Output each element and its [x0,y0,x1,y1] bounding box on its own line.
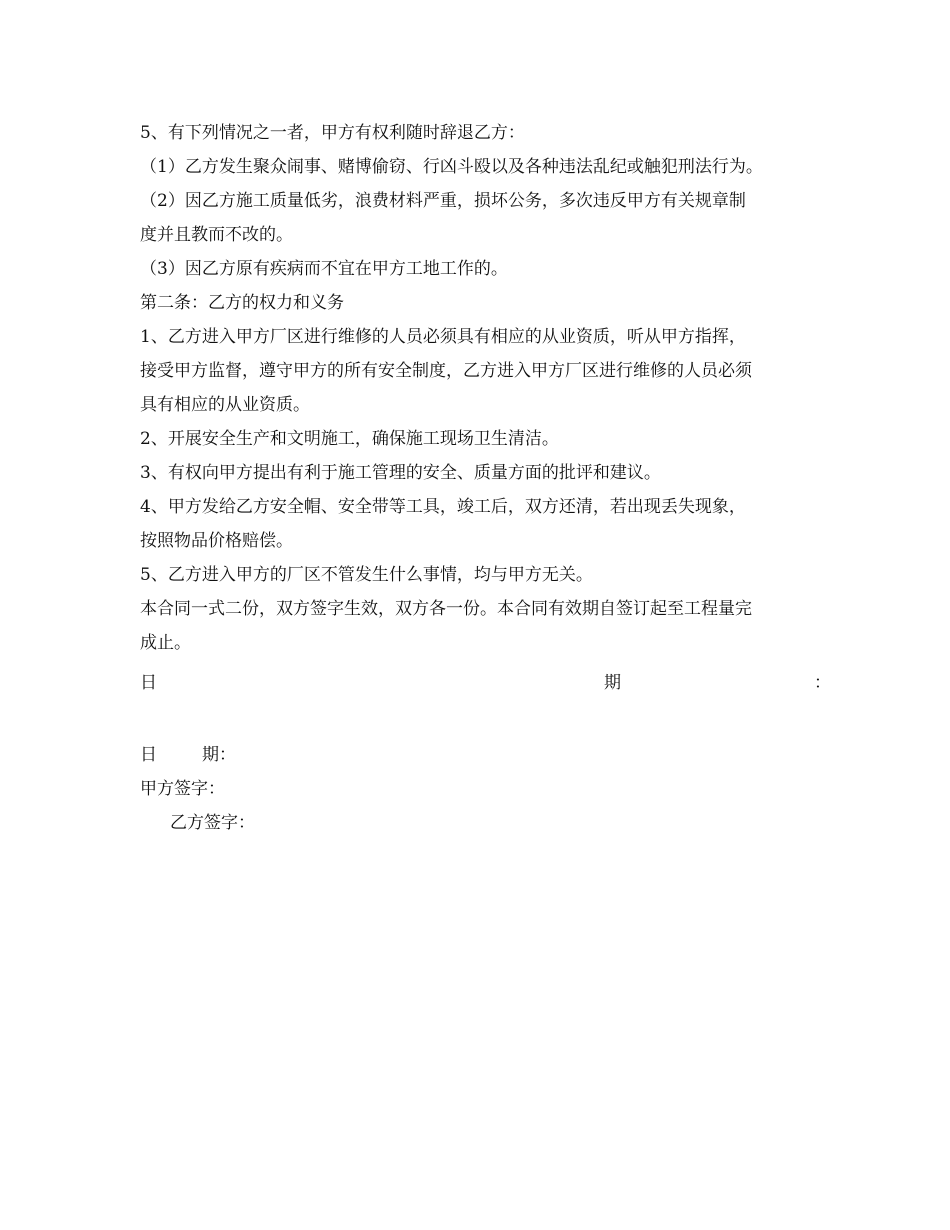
clause-line: 3、有权向甲方提出有利于施工管理的安全、质量方面的批评和建议。 [140,463,661,483]
clause-line: （1）乙方发生聚众闹事、赌博偷窃、行凶斗殴以及各种违法乱纪或触犯刑法行为。 [140,157,763,177]
date-colon: ： [814,673,831,693]
clause-line: 本合同一式二份，双方签字生效，双方各一份。本合同有效期自签订起至工程量完 [140,599,752,619]
date-label-part-b: 期： [202,745,236,765]
clause-line: 5、有下列情况之一者，甲方有权利随时辞退乙方： [140,123,525,143]
clause-line: 4、甲方发给乙方安全帽、安全带等工具，竣工后，双方还清，若出现丢失现象， [140,497,746,517]
clause-line: 接受甲方监督，遵守甲方的所有安全制度，乙方进入甲方厂区进行维修的人员必须 [140,361,752,381]
party-a-signature-label: 甲方签字： [140,779,225,799]
contract-body [140,116,820,660]
clause-line: （2）因乙方施工质量低劣，浪费材料严重，损坏公务，多次违反甲方有关规章制 [140,191,746,211]
section-heading: 第二条：乙方的权力和义务 [140,293,344,313]
clause-line: （3）因乙方原有疾病而不宜在甲方工地工作的。 [140,259,508,279]
date-row-justified [140,666,831,700]
party-b-signature-label: 乙方签字： [170,813,255,833]
clause-line: 成止。 [140,633,191,653]
signature-date-label [140,738,540,772]
date-char-qi: 期 [604,673,621,693]
clause-line: 度并且教而不改的。 [140,225,293,245]
date-char-ri: 日 [140,673,157,693]
clause-line: 2、开展安全生产和文明施工，确保施工现场卫生清洁。 [140,429,559,449]
clause-line: 1、乙方进入甲方厂区进行维修的人员必须具有相应的从业资质，听从甲方指挥， [140,327,746,347]
clause-line: 按照物品价格赔偿。 [140,531,293,551]
clause-line: 具有相应的从业资质。 [140,395,310,415]
date-label-part-a: 日 [140,745,157,765]
signature-block [140,738,540,840]
clause-line: 5、乙方进入甲方的厂区不管发生什么事情，均与甲方无关。 [140,565,593,585]
